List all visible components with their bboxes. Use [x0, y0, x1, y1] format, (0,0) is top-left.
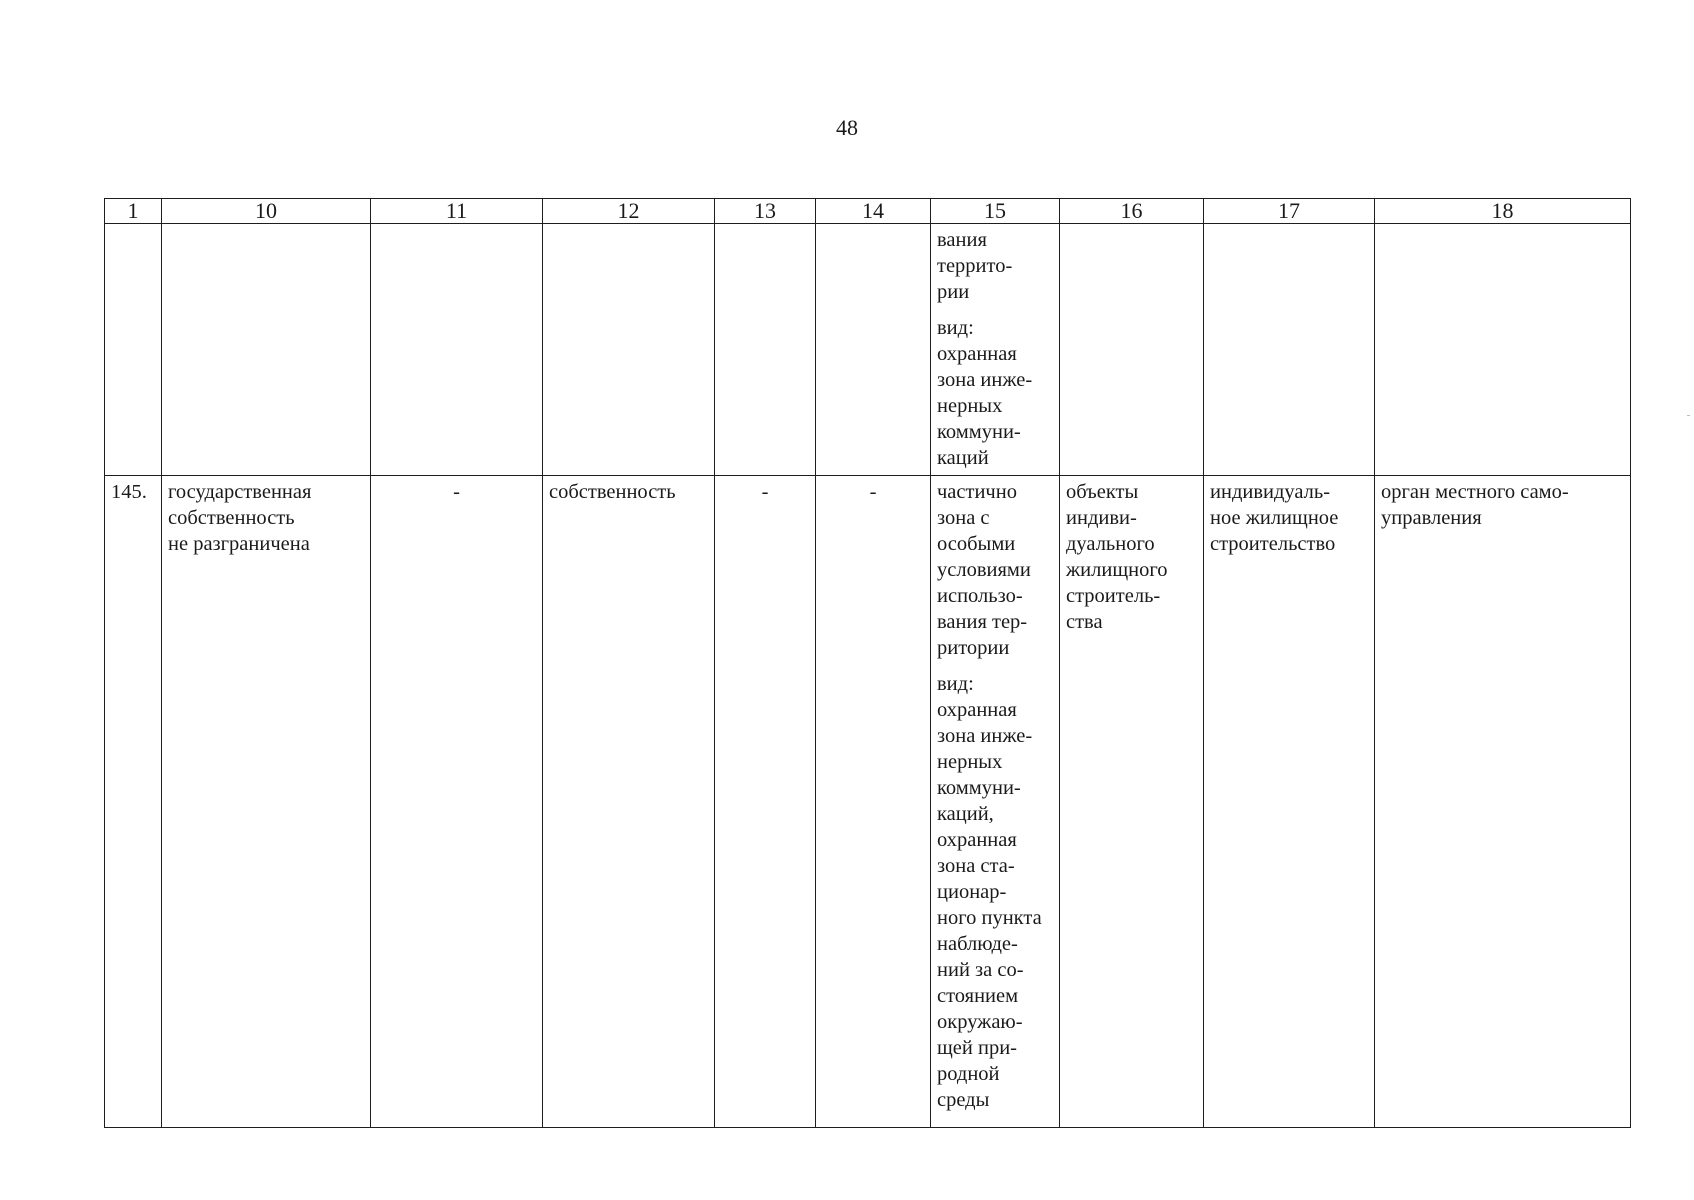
cell-c13 — [715, 224, 816, 476]
cell-c17 — [1204, 224, 1375, 476]
c14-text: - — [869, 481, 877, 503]
page-number: 48 — [836, 115, 858, 140]
zone-kind-text: вид: охранная зона инже- нерных коммуни- каций, охранная зона ста- ционар- ного пункта наблюде- ний за со- стоянием окружаю- щей при- родной среды — [937, 673, 1042, 1111]
col-header-17: 17 — [1204, 199, 1375, 224]
c11-text: - — [453, 481, 460, 503]
object-type-text: объекты индиви- дуального жилищного строитель- ства — [1066, 481, 1168, 633]
cell-c11 — [371, 224, 543, 476]
cell-c15-zones — [931, 224, 1060, 476]
cell-c10 — [162, 224, 371, 476]
scan-artifact — [1687, 415, 1690, 416]
zone-kind-text: вид: охранная зона инже- нерных коммуни- каций — [937, 317, 1033, 469]
cell-c14 — [816, 476, 931, 1128]
col-header-12: 12 — [543, 199, 715, 224]
cell-c1 — [105, 224, 162, 476]
c13-text: - — [761, 481, 769, 503]
col-header-13: 13 — [715, 199, 816, 224]
col-header-14: 14 — [816, 199, 931, 224]
column-number-row — [105, 199, 1631, 224]
cell-object-type — [1060, 476, 1204, 1128]
zone-type-text: вания террито- рии — [937, 229, 1013, 303]
col-header-11: 11 — [371, 199, 543, 224]
cell-right-type — [543, 476, 715, 1128]
col-header-10: 10 — [162, 199, 371, 224]
table-row-145 — [105, 476, 1631, 1128]
col-header-16: 16 — [1060, 199, 1204, 224]
authority-text: орган местного само- управления — [1381, 481, 1569, 529]
col-header-18: 18 — [1375, 199, 1631, 224]
cell-c14 — [816, 224, 931, 476]
cell-c15-zones — [931, 476, 1060, 1128]
cell-row-number — [105, 476, 162, 1128]
cell-ownership-form — [162, 476, 371, 1128]
ownership-form-text: государственная собственность не разграничена — [168, 481, 312, 555]
col-header-1: 1 — [105, 199, 162, 224]
zone-type-text: частично зона с особыми условиями использо- вания тер- ритории — [937, 481, 1031, 659]
cell-permitted-use — [1204, 476, 1375, 1128]
row-number: 145. — [111, 481, 147, 503]
permitted-use-text: индивидуаль- ное жилищное строительство — [1210, 481, 1339, 555]
right-type-text: собственность — [549, 481, 676, 503]
cell-c18 — [1375, 224, 1631, 476]
cell-authority — [1375, 476, 1631, 1128]
cell-c13 — [715, 476, 816, 1128]
register-table — [104, 198, 1631, 1128]
cell-c16 — [1060, 224, 1204, 476]
table-row-continuation — [105, 224, 1631, 476]
cell-c12 — [543, 224, 715, 476]
col-header-15: 15 — [931, 199, 1060, 224]
cell-c11 — [371, 476, 543, 1128]
